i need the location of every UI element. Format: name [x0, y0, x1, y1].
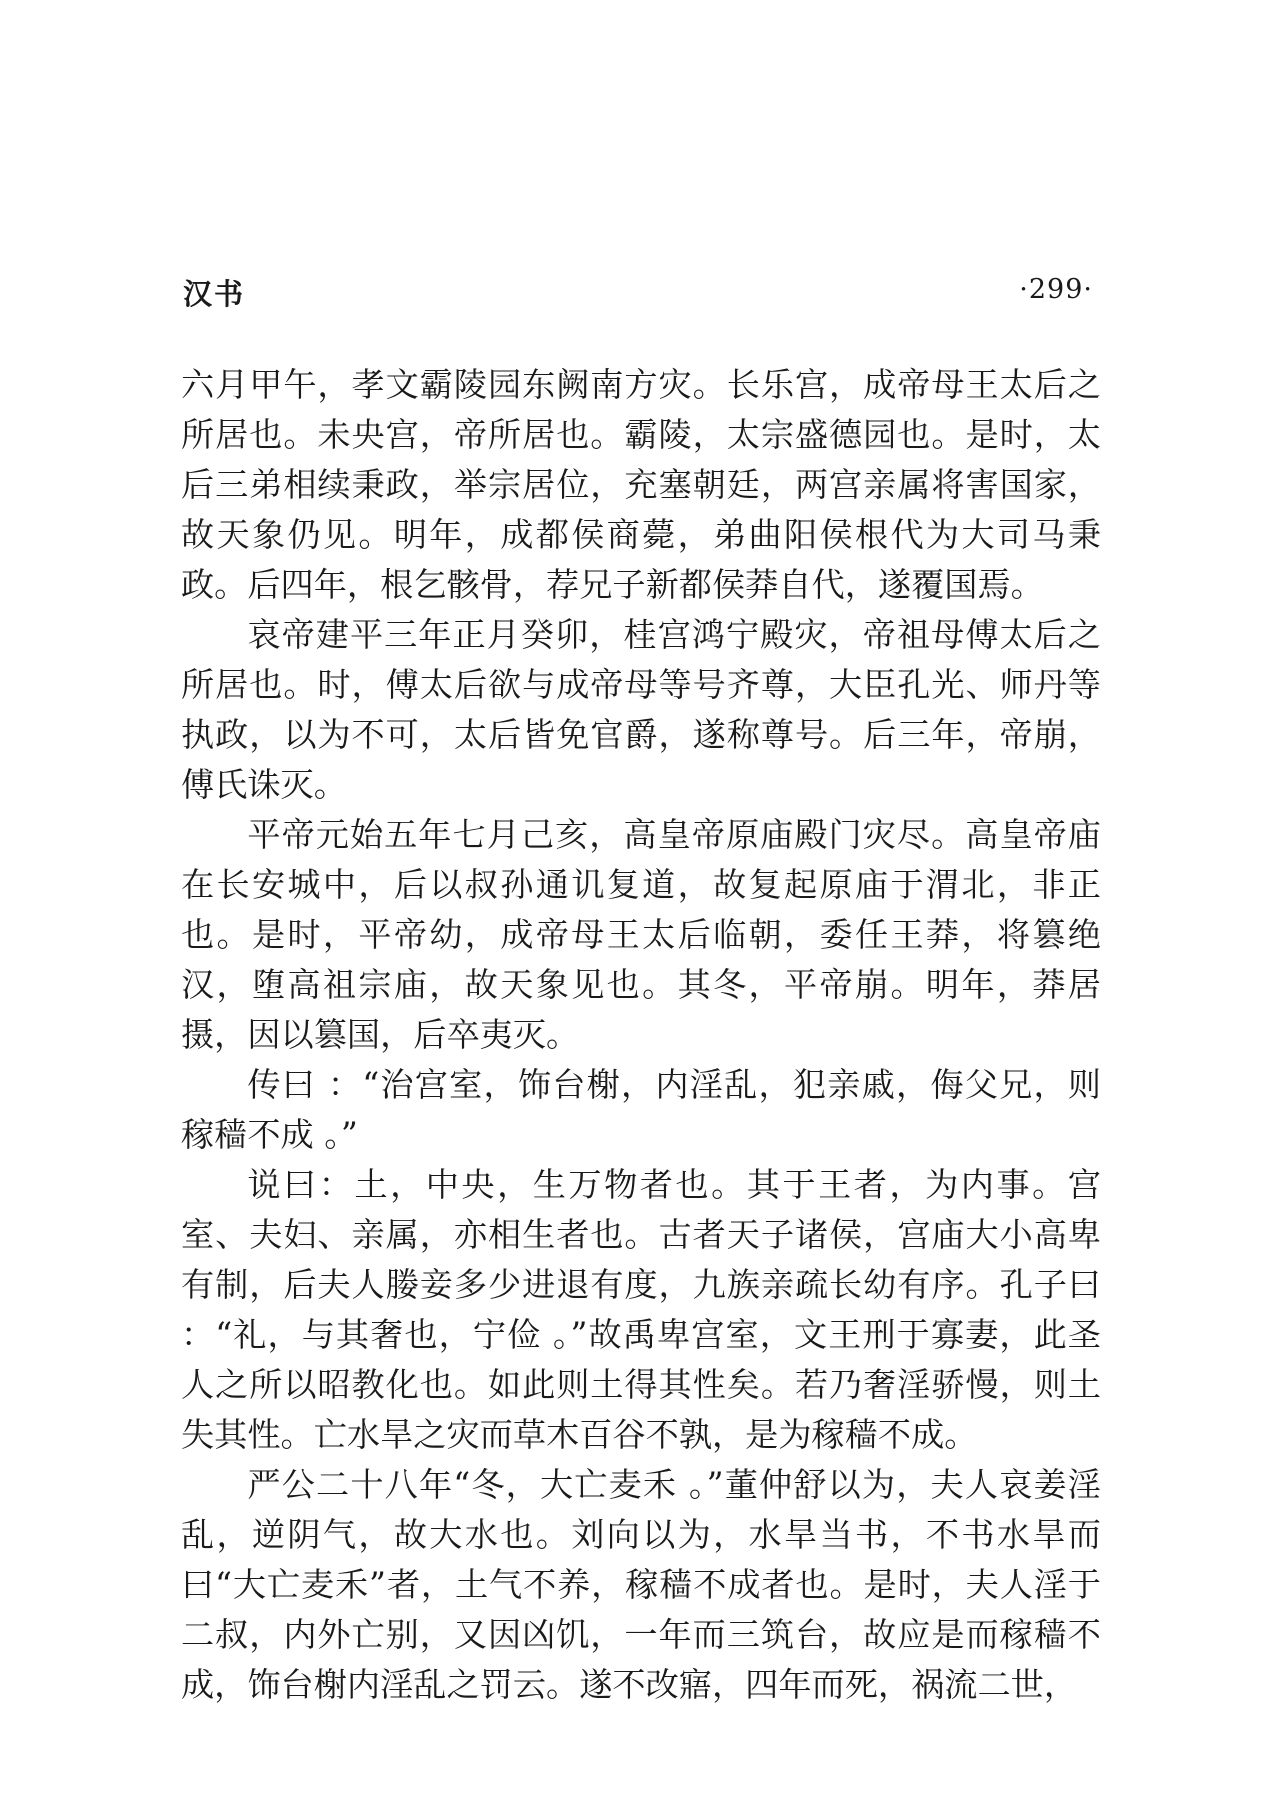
paragraph: 严公二十八年“冬，大亡麦禾 。”董仲舒以为，夫人哀姜淫乱，逆阴气，故大水也。刘向以为，水旱当书，不书水旱而曰“大亡麦禾”者，土气不养，稼穑不成者也。是时，夫人淫于二叔，内外亡别，又因凶饥，一年而三筑台，故应是而稼穑不成，饰台榭内淫乱之罚云。遂不改寤，四年而死，祸流二世，: [181, 1465, 1101, 1704]
body-text: [181, 360, 1101, 1710]
running-header: [183, 272, 1093, 312]
paragraph: 哀帝建平三年正月癸卯，桂宫鸿宁殿灾，帝祖母傅太后之所居也。时，傅太后欲与成帝母等号齐尊，大臣孔光、师丹等执政，以为不可，太后皆免官爵，遂称尊号。后三年，帝崩，傅氏诛灭。: [181, 615, 1101, 804]
page-number: ·299·: [1019, 274, 1093, 305]
paragraph: 平帝元始五年七月己亥，高皇帝原庙殿门灾尽。高皇帝庙在长安城中，后以叔孙通讥复道，故复起原庙于渭北，非正也。是时，平帝幼，成帝母王太后临朝，委任王莽，将篡绝汉，堕高祖宗庙，故天象见也。其冬，平帝崩。明年，莽居摄，因以篡国，后卒夷灭。: [181, 815, 1101, 1054]
book-title: 汉书: [183, 277, 246, 311]
paragraph: 六月甲午，孝文霸陵园东阙南方灾。长乐宫，成帝母王太后之所居也。未央宫，帝所居也。霸陵，太宗盛德园也。是时，太后三弟相续秉政，举宗居位，充塞朝廷，两宫亲属将害国家，故天象仍见。明年，成都侯商薨，弟曲阳侯根代为大司马秉政。后四年，根乞骸骨，荐兄子新都侯莽自代，遂覆国焉。: [181, 365, 1101, 604]
paragraph: 说曰：土，中央，生万物者也。其于王者，为内事。宫室、夫妇、亲属，亦相生者也。古者天子诸侯，宫庙大小高卑有制，后夫人媵妾多少进退有度，九族亲疏长幼有序。孔子曰 ：“礼，与其奢也，宁俭 。”故禹卑宫室，文王刑于寡妻，此圣人之所以昭教化也。如此则土得其性矣。若乃奢淫骄慢，则土失其性。亡水旱之灾而草木百谷不孰，是为稼穑不成。: [181, 1165, 1101, 1454]
paragraph: 传曰 ：“治宫室，饰台榭，内淫乱，犯亲戚，侮父兄，则稼穑不成 。”: [181, 1065, 1101, 1154]
